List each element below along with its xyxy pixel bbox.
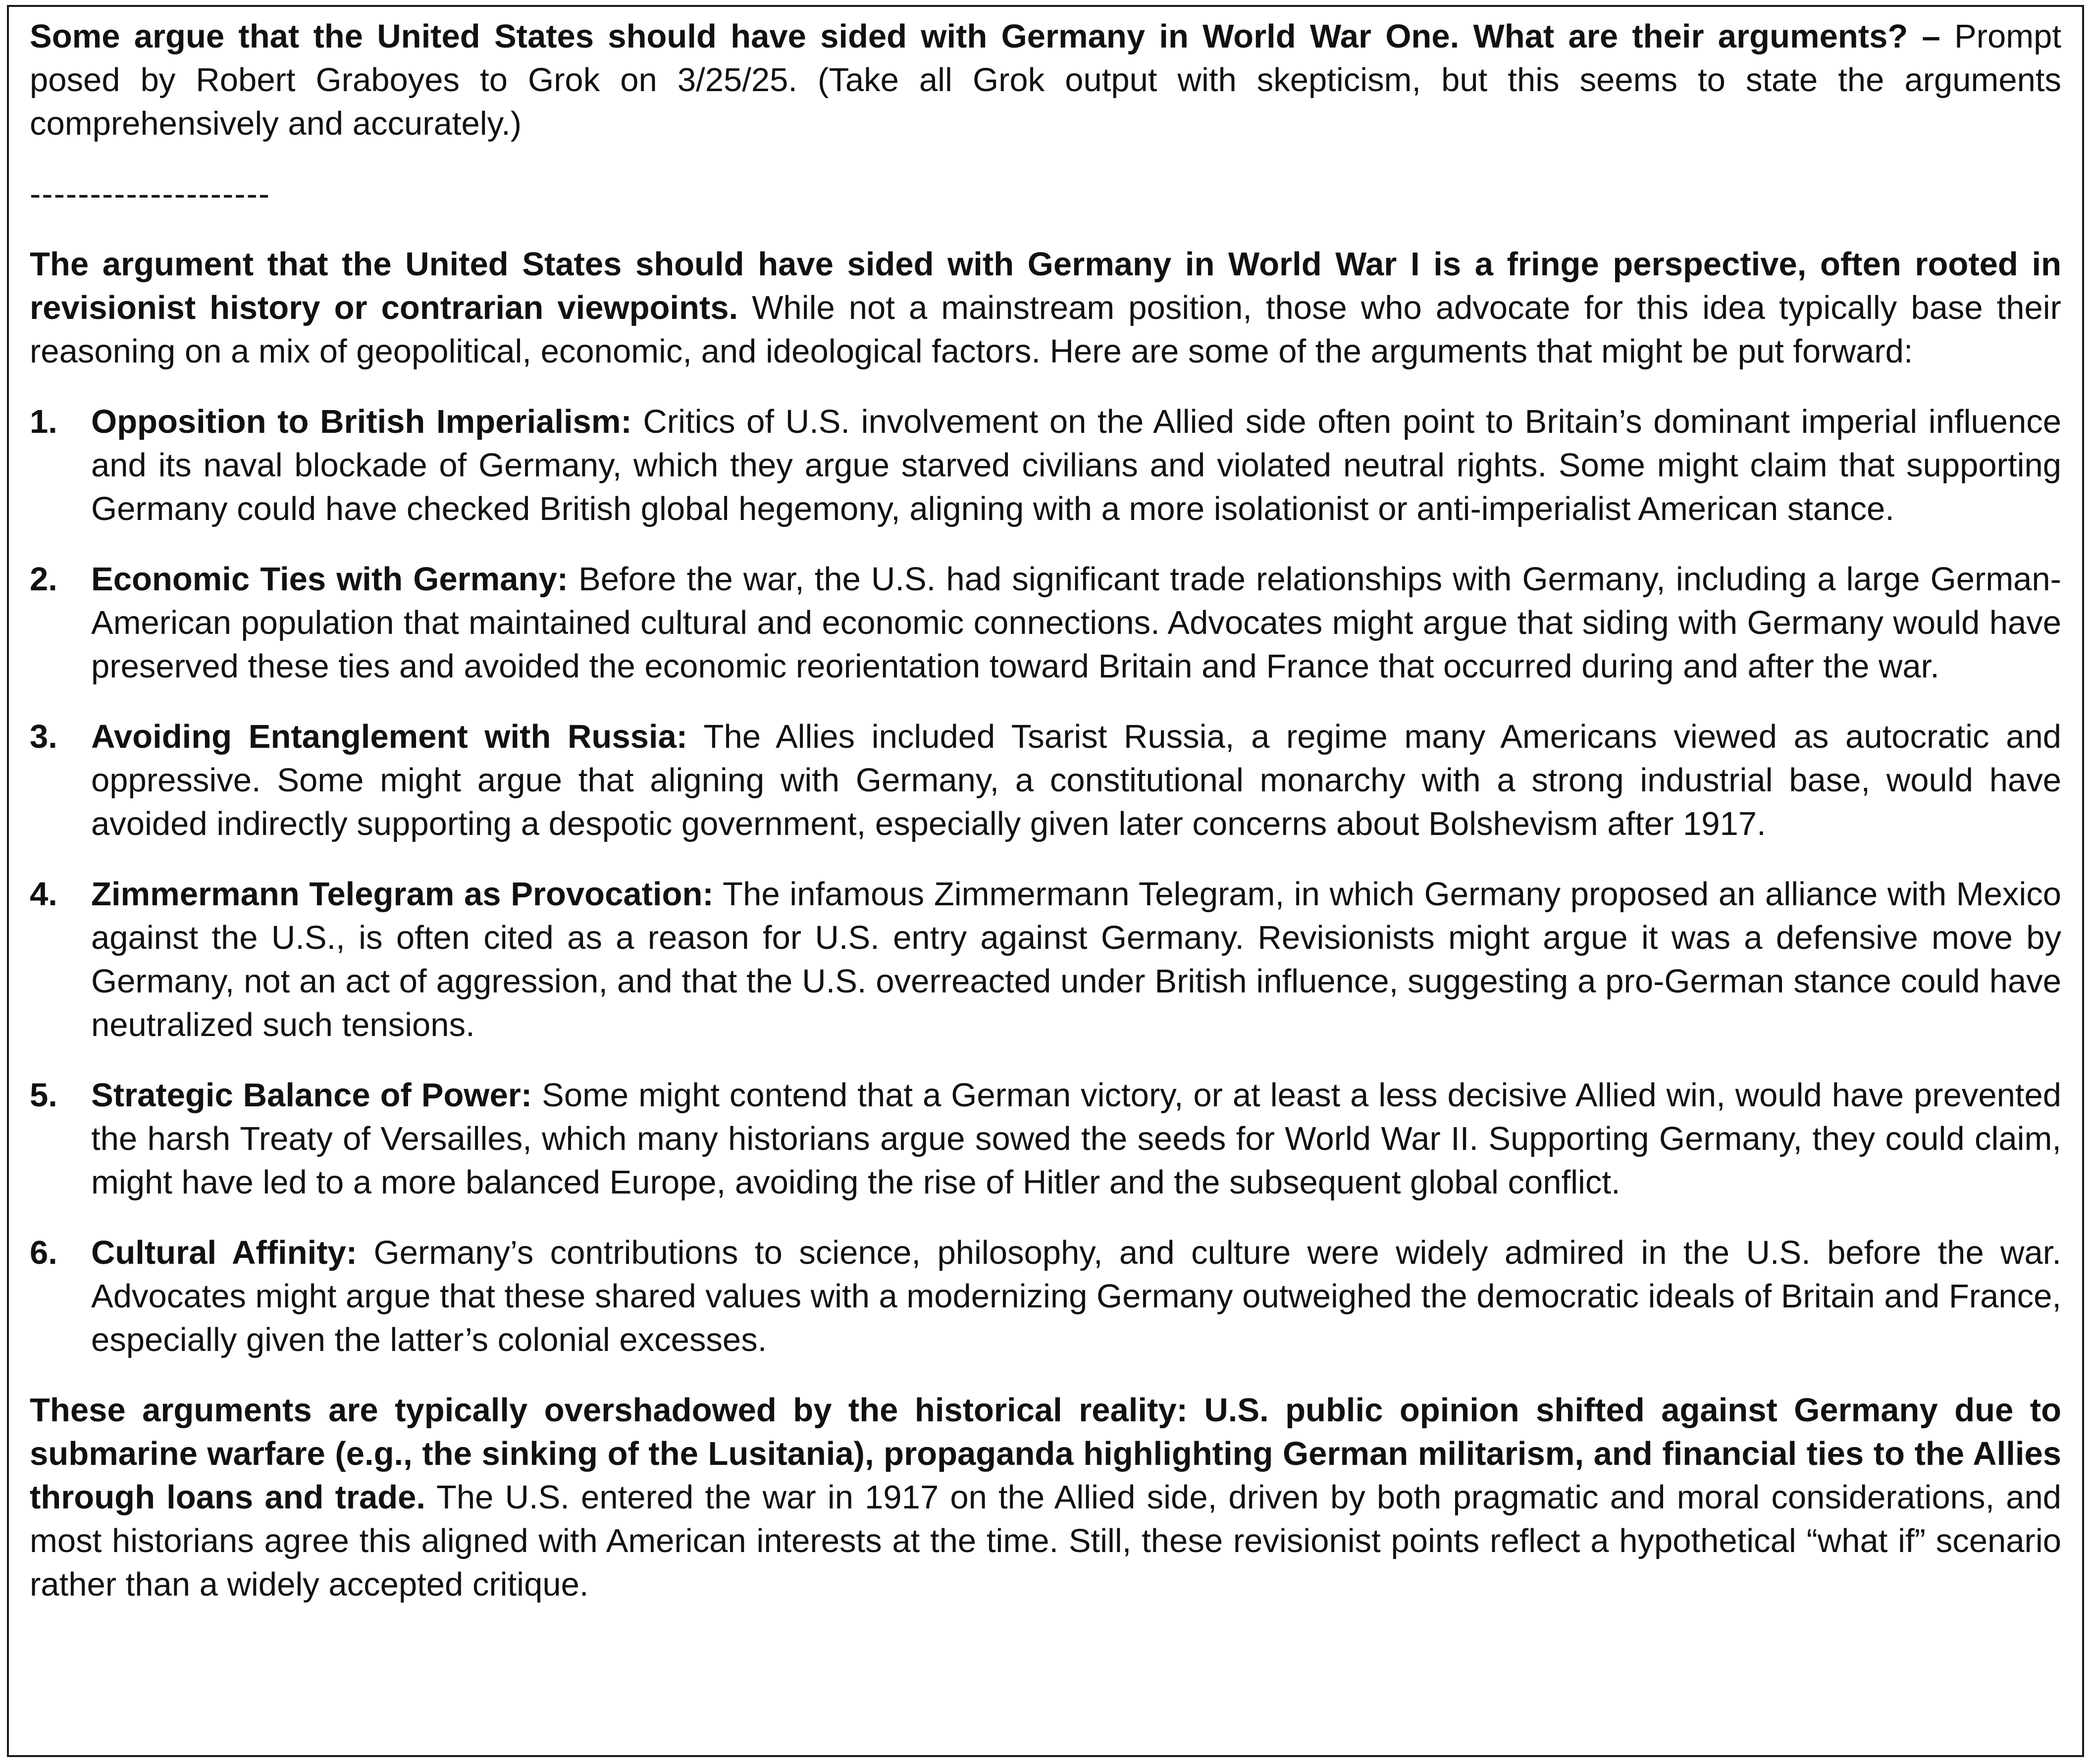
argument-number: 4. <box>30 876 57 913</box>
lead-text: While not a mainstream position, those who advocate for this idea typically base their reasoning on a mix of geopolitical, economic, and ideological factors. Here are some of the arguments that might be put forward: <box>30 289 2061 370</box>
closing-summary: These arguments are typically overshadowed by the historical reality: U.S. public opinion shifted against Germany due to submarine warfare (e.g., the sinking of the Lusitania), propaganda highlighting German militarism, and financial ties to the Allies through loans and trade. <box>30 1392 2061 1516</box>
argument-item <box>30 558 2061 688</box>
closing-paragraph <box>30 1389 2061 1607</box>
argument-title: Zimmermann Telegram as Provocation: <box>91 876 714 913</box>
argument-title: Avoiding Entanglement with Russia: <box>91 718 688 755</box>
divider-line: -------------------- <box>30 175 271 212</box>
argument-text: Critics of U.S. involvement on the Allied side often point to Britain’s dominant imperial influence and its naval blockade of Germany, which they argue starved civilians and violated neutral rights. Some might claim that supporting Germany could have checked British global hegemony, aligning with a more isolationist or anti-imperialist American stance. <box>91 403 2062 527</box>
argument-item <box>30 1231 2061 1362</box>
argument-item <box>30 1074 2061 1204</box>
lead-thesis: The argument that the United States should have sided with Germany in World War I is a fringe perspective, often rooted in revisionist history or contrarian viewpoints. <box>30 246 2061 326</box>
argument-title: Economic Ties with Germany: <box>91 561 569 598</box>
argument-item <box>30 715 2061 846</box>
argument-title: Opposition to British Imperialism: <box>91 403 632 440</box>
argument-number: 5. <box>30 1077 57 1114</box>
argument-number: 1. <box>30 403 57 440</box>
lead-paragraph <box>30 243 2061 373</box>
argument-item <box>30 400 2061 531</box>
intro-paragraph <box>30 15 2061 146</box>
prompt-question: Some argue that the United States should have sided with Germany in World War One. What are their arguments? – <box>30 18 1940 55</box>
argument-text: The infamous Zimmermann Telegram, in which Germany proposed an alliance with Mexico against the U.S., is often cited as a reason for U.S. entry against Germany. Revisionists might argue it was a defensive move by Germany, not an act of aggression, and that the U.S. overreacted under British influence, suggesting a pro-German stance could have neutralized such tensions. <box>91 876 2061 1043</box>
arguments-list <box>30 400 2061 1362</box>
argument-text: Germany’s contributions to science, philosophy, and culture were widely admired in the U.S. before the war. Advocates might argue that these shared values with a modernizing Germany outweighed the democratic ideals of Britain and France, especially given the latter’s colonial excesses. <box>91 1234 2061 1358</box>
argument-title: Cultural Affinity: <box>91 1234 358 1271</box>
argument-item <box>30 873 2061 1047</box>
argument-text: Before the war, the U.S. had significant trade relationships with Germany, including a large German-American population that maintained cultural and economic connections. Advocates might argue that siding with Germany would have preserved these ties and avoided the economic reorientation toward Britain and France that occurred during and after the war. <box>91 561 2061 685</box>
closing-text: The U.S. entered the war in 1917 on the Allied side, driven by both pragmatic and moral considerations, and most historians agree this aligned with American interests at the time. Still, these revisionist points reflect a hypothetical “what if” scenario rather than a widely accepted critique. <box>30 1479 2062 1603</box>
prompt-attribution: Prompt posed by Robert Graboyes to Grok on 3/25/25. (Take all Grok output with skepticism, but this seems to state the arguments comprehensively and accurately.) <box>30 18 2061 142</box>
argument-text: Some might contend that a German victory, or at least a less decisive Allied win, would have prevented the harsh Treaty of Versailles, which many historians argue sowed the seeds for World War II. Supporting Germany, they could claim, might have led to a more balanced Europe, avoiding the rise of Hitler and the subsequent global conflict. <box>91 1077 2061 1201</box>
argument-text: The Allies included Tsarist Russia, a regime many Americans viewed as autocratic and oppressive. Some might argue that aligning with Germany, a constitutional monarchy with a strong industrial base, would have avoided indirectly supporting a despotic government, especially given later concerns about Bolshevism after 1917. <box>91 718 2061 842</box>
argument-number: 2. <box>30 561 57 598</box>
argument-number: 6. <box>30 1234 57 1271</box>
argument-number: 3. <box>30 718 57 755</box>
argument-title: Strategic Balance of Power: <box>91 1077 532 1114</box>
document-frame <box>7 5 2084 1757</box>
